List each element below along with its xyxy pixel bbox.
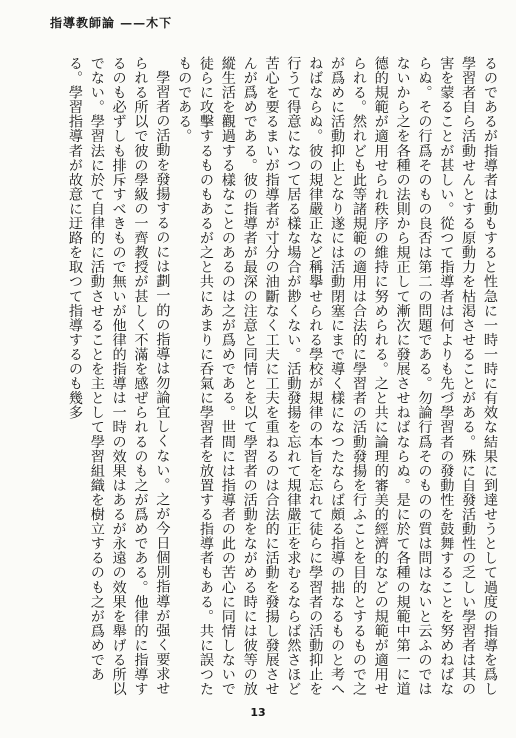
- paragraph-1: るのであるが指導者は動もすると性急に一時一時に有效な結果に到達せうとして過度の指導を爲し學習者自ら活動せんとする原動力を枯渇させることがある。殊に自發活動性の乏しい學習者は其の害を蒙ることが甚しい。從つて指導者は何よりも先づ學習者の發動性を鼓舞することを努めねばならぬ。その行爲そのもの良否は第二の問題である。勿論行爲そのものの質は問はないと云ふのではないから之を各種の法則から規正して漸次に發展させねばならぬ。是に於て各種の規範中第一に道德的規範が適用せられ秩序の維持に努められる。之と共に論理的審美的經濟的などの規範が適用せられる。然れども此等諸規範の適用は合法的に學習者の活動發揚を行ふことを目的とするもので之が爲めに活動抑止となり遂には活動閉塞にまで導く樣になつたならば頗る指導の拙なるものと考へねばならぬ。彼の規律嚴正など稱擧せられる學校が規律の本旨を忘れて徒らに學習者の活動抑止を行うて得意になつて居る樣な場合が尠くない。活動發揚を忘れて規律嚴正を求むるならば然さほど苦心を要るまいが指導者が寸分の油斷なく工夫に工夫を重ねるのは合法的に活動を發揚し發展させんが爲めである。彼の指導者が最深の注意と同情とを以て學習者の活動をながめる時には彼等の放縱生活を觀過する樣なことのあるのは之が爲めである。世間には指導者の此の苦心に同情しないで徒らに攻擊するものもあるが之と共にあまりに呑氣に學習者を放置する指導者もある。共に誤つたものである。: [176, 56, 498, 697]
- running-header: 指導教師論 ——木下: [50, 16, 173, 30]
- page-number: 13: [250, 706, 266, 719]
- body-text: [18, 56, 500, 700]
- paragraph-2: 學習者の活動を發揚するのには劃一的の指導は勿論宜しくない。之が今日個別指導が强く要求せられる所以で彼の學級の一齊教授が甚しく不滿を感ぜられるのも之が爲めである。他律的に指導するのも必ずしも排斥すべきもので無いが他律的指導は一時の效果はあるが永遠の效果を舉げる所以でない。學習法に於て自律的に活動させることを主として學習組織を樹立するのも之が爲めである。學習指導者が故意に迂路を取つて指導するのも幾多: [66, 56, 171, 697]
